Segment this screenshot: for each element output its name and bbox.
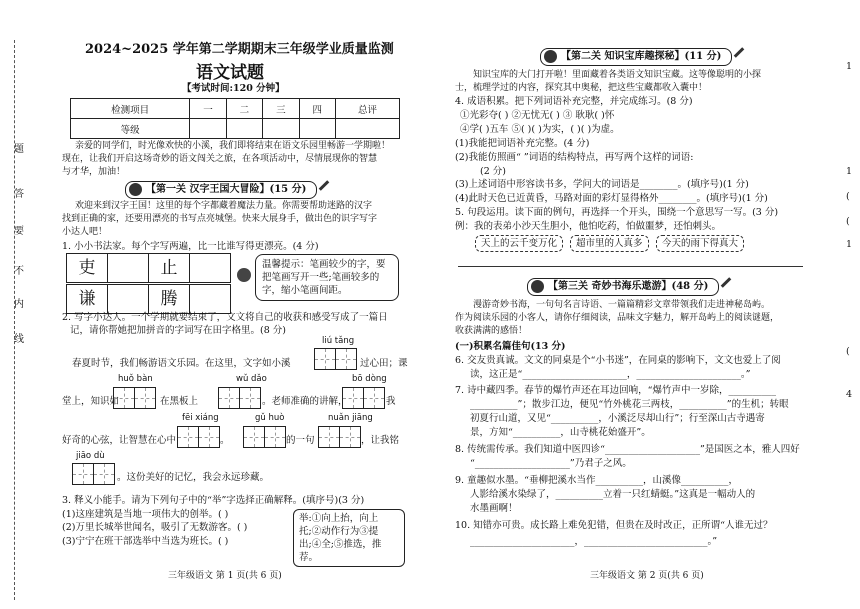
question-4-part: (2)我能仿照画“ ”词语的结构特点，再写两个这样的词语: [455, 152, 694, 163]
exam-time: 【考试时间:120 分钟】 [182, 83, 285, 94]
score-cell: 一 [190, 99, 226, 119]
question-3-item: (1)这座建筑是当地一项伟大的创举。( ) [62, 509, 229, 520]
question-4-part: (3)上述词语中形容读书多，学问大的词语是________。(填序号)(1 分) [455, 179, 749, 190]
score-table [70, 98, 400, 139]
margin-char: 答 [14, 189, 24, 200]
section1-intro: 找到正确的家，还要用漂亮的书写点亮城堡。快来大展身手，做出色的识字写字 [62, 214, 378, 224]
diary-text: ，让我铭 [361, 435, 400, 446]
question-8: “____________________”乃君子之风。 [470, 458, 632, 469]
score-cell: 二 [226, 99, 262, 119]
question-4: 4. 成语积累。把下列词语补充完整，并完成练习。(8 分) [455, 96, 693, 107]
edge-mark: 1 [846, 61, 853, 72]
question-3-item: (3)宁宁在班干部选举中当选为班长。( ) [62, 536, 229, 547]
exam-header-title: 2024~2025 学年第二学期期末三年级学业质量监测 [85, 42, 394, 57]
write-cell[interactable] [189, 253, 231, 283]
idiom-row: ④学( )五车 ⑤( )( )为实，( )( )为虚。 [460, 124, 620, 135]
pinyin-label: gǔ huò [255, 413, 285, 423]
model-char-cell [148, 253, 190, 283]
tianzige-answer[interactable] [218, 387, 261, 409]
score-cell: 三 [263, 99, 299, 119]
pinyin-label: liú tǎng [322, 336, 355, 346]
tianzige-answer[interactable] [177, 426, 220, 448]
model-char-cell [66, 284, 108, 314]
margin-char: 线 [14, 334, 24, 345]
question-7: 景，方知“__________，山寺桃花始盛开”。 [470, 427, 651, 438]
sentence-start-option[interactable]: 今天的雨下得真大 [656, 235, 744, 252]
question-1: 1. 小小书法家。每个字写两遍，比一比谁写得更漂亮。(4 分) [62, 241, 319, 252]
score-cell: 等级 [71, 119, 190, 139]
section3-intro: 收获满满的感悟！ [455, 326, 528, 336]
score-cell: 总评 [335, 99, 399, 119]
pencil-icon [319, 180, 330, 191]
dinosaur-icon [531, 280, 544, 293]
score-table-row [71, 119, 400, 139]
tianzige-answer[interactable] [318, 426, 361, 448]
definition-options-box: 举:①向上抬，向上托;②动作行为③提出;④全;⑤推选，推荐。 [293, 509, 405, 567]
question-9: 水墨画啊！ [470, 503, 518, 514]
dinosaur-icon [129, 183, 142, 196]
question-3: 3. 释义小能手。请为下列句子中的“举”字选择正确解释。(填序号)(3 分) [62, 495, 365, 506]
score-cell: 四 [299, 99, 335, 119]
question-9: 9. 童趣似水墨。“垂柳把溪水当作__________，山溪像__________， [455, 475, 738, 486]
intro-line: 与才华，加油！ [62, 167, 126, 177]
edge-mark: ( [846, 216, 850, 227]
section2-intro: 知识宝库的大门打开啦！里面藏着各类语文知识宝藏。这等像聪明的小探 [473, 70, 762, 80]
section3-banner [527, 278, 719, 296]
question-7: 7. 诗中藏四季。春节的爆竹声还在耳边回响，“爆竹声中一岁除，__________ [455, 385, 776, 396]
dinosaur-icon [544, 50, 557, 63]
section2-intro: 士，梳理学过的内容，探究其中奥秘，把这些宝藏都收入囊中！ [455, 83, 708, 93]
edge-mark: 1 [846, 166, 853, 177]
diary-text: 在黑板上 [160, 396, 199, 407]
question-7: 初夏行山道，又见“__________，小溪泛尽却山行”；行至深山古寺遇寄 [470, 413, 765, 424]
sentence-start-option[interactable]: 超市里的人真多 [570, 235, 649, 252]
pinyin-label: jiāo dù [76, 451, 105, 461]
question-7: __________”；散步江边，便见“竹外桃花三两枝，__________”的生机；转眼 [470, 399, 789, 410]
intro-line: 现在，让我们开启这场奇妙的语文闯关之旅，在各项活动中，尽情展现你的智慧 [62, 154, 378, 164]
write-cell[interactable] [107, 284, 149, 314]
page-footer: 三年级语文 第 2 页(共 6 页) [590, 571, 704, 581]
diary-text: 春夏时节，我们畅游语文乐园。在这里，文字如小溪 [72, 358, 291, 369]
question-4-part: (2 分) [480, 166, 506, 177]
question-2: 2. 写字小达人。一个学期就要结束了，文文将自己的收获和感受写成了一篇日 [62, 312, 388, 323]
score-cell[interactable] [335, 119, 399, 139]
student-avatar-icon [237, 268, 251, 282]
pencil-icon [721, 277, 732, 288]
question-9: 人影给溪水染绿了，__________立着一只红蜻蜓。”这真是一幅动人的 [470, 489, 756, 500]
margin-char: 题 [14, 144, 24, 155]
exam-subject-title: 语文试题 [196, 63, 264, 83]
page-footer: 三年级语文 第 1 页(共 6 页) [168, 571, 282, 581]
diary-text: 。这份美好的记忆，我会永远珍藏。 [117, 472, 270, 483]
model-char: 腾 [160, 289, 178, 309]
score-cell[interactable] [263, 119, 299, 139]
binding-margin [0, 0, 30, 609]
question-6: 读，这正是“______________________，______________________。” [470, 369, 751, 380]
score-cell[interactable] [190, 119, 226, 139]
score-cell[interactable] [299, 119, 335, 139]
writing-tip: 温馨提示：笔画较少的字，要把笔画写开一些;笔画较多的字，缩小笔画间距。 [255, 254, 399, 301]
diary-text: 我 [386, 396, 396, 407]
score-cell[interactable] [226, 119, 262, 139]
score-table-row [71, 99, 400, 119]
idiom-row: ①光彩夺( ) ②无忧无( ) ③ 耿耿( )怀 [460, 110, 615, 121]
tianzige-answer[interactable] [314, 348, 357, 370]
question-4-part: (1)我能把词语补充完整。(4 分) [455, 138, 590, 149]
question-10: 10. 知错亦可贵。成长路上难免犯错，但贵在及时改正，正所谓“人谁无过？ [455, 520, 773, 531]
tianzige-answer[interactable] [342, 387, 385, 409]
pinyin-label: wǔ dǎo [236, 374, 267, 384]
pinyin-label: bō dòng [352, 374, 387, 384]
diary-text: 。 [220, 435, 230, 446]
section3-banner-label: 【第三关 奇妙书海乐遨游】(48 分) [548, 281, 709, 292]
subsection-title: (一)积累名篇佳句(13 分) [455, 341, 566, 352]
question-5-example: 例：我的表弟小沙天生胆小，他怕吃药，怕做噩梦，还怕刺头。 [455, 221, 722, 232]
diary-text: 堂上，知识如 [62, 396, 120, 407]
margin-char: 不 [14, 266, 24, 277]
question-3-item: (2)万里长城举世闻名，吸引了无数游客。( ) [62, 522, 248, 533]
seal-line [14, 40, 15, 600]
tianzige-answer[interactable] [72, 463, 115, 485]
model-char-cell [66, 253, 108, 283]
write-cell[interactable] [107, 253, 149, 283]
score-cell: 检测项目 [71, 99, 190, 119]
section1-intro: 欢迎来到汉字王国！这里的每个字都藏着魔法力量。你需要帮助迷路的汉字 [75, 201, 373, 211]
question-10: ______________________，__________________________。” [470, 536, 718, 547]
model-char: 谦 [78, 289, 96, 309]
edge-mark: ( [846, 191, 850, 202]
sentence-start-option[interactable]: 天上的云千变万化 [475, 235, 563, 252]
model-char-cell [148, 284, 190, 314]
tianzige-answer[interactable] [243, 426, 286, 448]
question-2: 记，请你帮她把加拼音的字词写在田字格里。(8 分) [70, 325, 286, 336]
pencil-icon [734, 47, 745, 58]
margin-char: 内 [14, 299, 24, 310]
pinyin-label: nuǎn jiāng [328, 413, 373, 423]
pinyin-label: fēi xiáng [182, 413, 219, 423]
question-5: 5. 句段运用。读下面的例句，再选择一个开头，围绕一个意思写一写。(3 分) [455, 207, 779, 218]
question-6: 6. 交友贵真诚。文文的同桌是个“小书迷”，在同桌的影响下，文文也爱上了阅 [455, 355, 781, 366]
section3-intro: 作为阅读乐园的小客人，请你仔细阅读，品味文字魅力，解开岛屿上的阅读谜题， [455, 313, 780, 323]
diary-text: 。老师准确的讲解， [262, 396, 348, 407]
edge-mark: 4 [846, 389, 853, 400]
question-8: 8. 传统需传承。我们知道中医四诊“____________________”是国医之本，雅人四好 [455, 444, 800, 455]
answer-line [458, 266, 803, 267]
edge-mark: 1 [846, 239, 853, 250]
diary-text: 的一句 [286, 435, 315, 446]
model-char: 吏 [78, 258, 96, 278]
section1-banner [125, 181, 317, 199]
margin-char: 要 [14, 226, 24, 237]
diary-text: 好奇的心弦，让智慧在心中 [62, 435, 177, 446]
tianzige-answer[interactable] [113, 387, 156, 409]
model-char: 止 [160, 258, 178, 278]
diary-text: 过心田；课 [360, 358, 408, 369]
intro-line: 亲爱的同学们，时光像欢快的小溪，我们即将结束在语文乐园里畅游一学期啦！ [75, 141, 391, 151]
section2-banner-label: 【第二关 知识宝库趣探秘】(11 分) [561, 51, 722, 62]
section3-intro: 漫游奇妙书海，一句句名言诗语、一篇篇精彩文章带领我们走进神秘岛屿。 [473, 300, 771, 310]
write-cell[interactable] [189, 284, 231, 314]
edge-mark: ( [846, 346, 850, 357]
section2-banner [540, 48, 732, 66]
section1-banner-label: 【第一关 汉字王国大冒险】(15 分) [146, 184, 307, 195]
section1-intro: 小达人吧！ [62, 227, 108, 237]
question-4-part: (4)此时天色已近黄昏，马路对面的彩灯显得格外________。(填序号)(1 分) [455, 193, 768, 204]
pinyin-label: huǒ bàn [118, 374, 153, 384]
